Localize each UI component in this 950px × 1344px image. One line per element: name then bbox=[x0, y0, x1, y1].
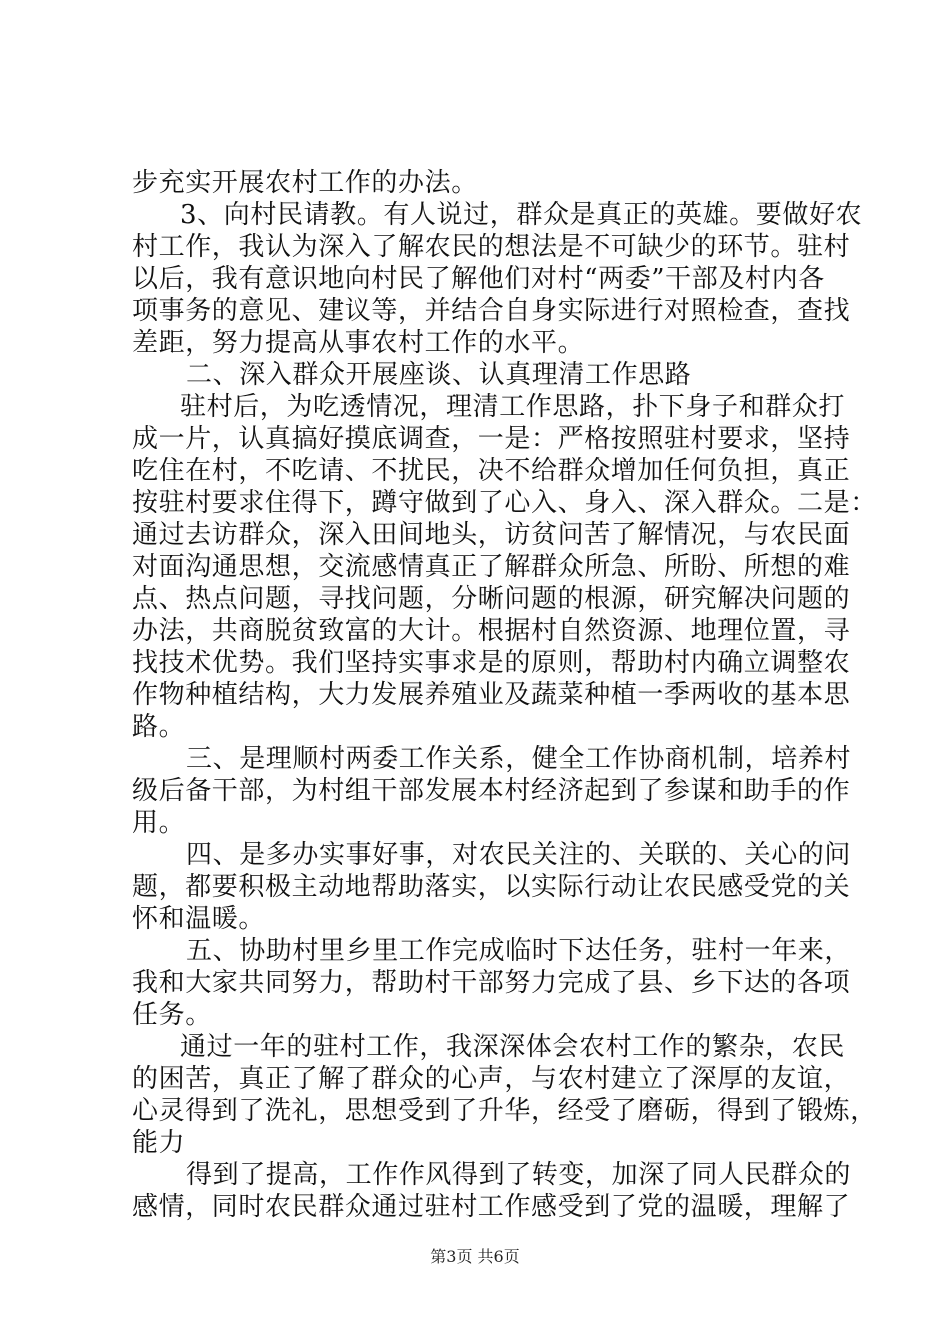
text-line: 项事务的意见、建议等，并结合自身实际进行对照检查，查找 bbox=[132, 296, 851, 326]
text-line: 能力 bbox=[132, 1128, 186, 1158]
page-number-footer: 第3页 共6页 bbox=[430, 1247, 520, 1266]
text-line: 以后，我有意识地向村民了解他们对村“两委”干部及村内各 bbox=[132, 264, 825, 294]
text-line: 用。 bbox=[132, 808, 186, 838]
text-line: 按驻村要求住得下，蹲守做到了心入、身入、深入群众。二是： bbox=[132, 488, 877, 518]
text-line: 作物种植结构，大力发展养殖业及蔬菜种植一季两收的基本思 bbox=[132, 680, 851, 710]
text-line: 五、协助村里乡里工作完成临时下达任务，驻村一年来， bbox=[186, 936, 852, 966]
text-line: 通过去访群众，深入田间地头，访贫问苦了解情况，与农民面 bbox=[132, 520, 851, 550]
text-line: 的困苦，真正了解了群众的心声，与农村建立了深厚的友谊， bbox=[132, 1064, 851, 1094]
text-line: 通过一年的驻村工作，我深深体会农村工作的繁杂，农民 bbox=[180, 1032, 846, 1062]
text-line: 办法，共商脱贫致富的大计。根据村自然资源、地理位置，寻 bbox=[132, 616, 851, 646]
text-line: 村工作，我认为深入了解农民的想法是不可缺少的环节。驻村 bbox=[132, 232, 851, 262]
text-line: 对面沟通思想，交流感情真正了解群众所急、所盼、所想的难 bbox=[132, 552, 851, 582]
text-line: 得到了提高，工作作风得到了转变，加深了同人民群众的 bbox=[186, 1160, 852, 1190]
text-line: 3、向村民请教。有人说过，群众是真正的英雄。要做好农 bbox=[180, 200, 863, 230]
text-line: 四、是多办实事好事，对农民关注的、关联的、关心的问 bbox=[186, 840, 852, 870]
text-line: 怀和温暖。 bbox=[132, 904, 266, 934]
text-line: 差距，努力提高从事农村工作的水平。 bbox=[132, 328, 585, 358]
text-line: 驻村后，为吃透情况，理清工作思路，扑下身子和群众打 bbox=[180, 392, 846, 422]
text-line: 步充实开展农村工作的办法。 bbox=[132, 168, 478, 198]
text-line: 吃住在村，不吃请、不扰民，决不给群众增加任何负担，真正 bbox=[132, 456, 851, 486]
text-line: 心灵得到了洗礼，思想受到了升华，经受了磨砺，得到了锻炼， bbox=[132, 1096, 877, 1126]
text-line: 成一片，认真搞好摸底调查，一是：严格按照驻村要求，坚持 bbox=[132, 424, 851, 454]
text-line: 级后备干部，为村组干部发展本村经济起到了参谋和助手的作 bbox=[132, 776, 851, 806]
text-line: 我和大家共同努力，帮助村干部努力完成了县、乡下达的各项 bbox=[132, 968, 851, 998]
text-line: 三、是理顺村两委工作关系，健全工作协商机制，培养村 bbox=[186, 744, 852, 774]
section-heading: 二、深入群众开展座谈、认真理清工作思路 bbox=[186, 360, 692, 390]
text-line: 题，都要积极主动地帮助落实，以实际行动让农民感受党的关 bbox=[132, 872, 851, 902]
text-line: 路。 bbox=[132, 712, 186, 742]
text-line: 任务。 bbox=[132, 1000, 212, 1030]
text-line: 感情，同时农民群众通过驻村工作感受到了党的温暖，理解了 bbox=[132, 1192, 851, 1222]
text-line: 找技术优势。我们坚持实事求是的原则，帮助村内确立调整农 bbox=[132, 648, 851, 678]
text-line: 点、热点问题，寻找问题，分晰问题的根源，研究解决问题的 bbox=[132, 584, 851, 614]
